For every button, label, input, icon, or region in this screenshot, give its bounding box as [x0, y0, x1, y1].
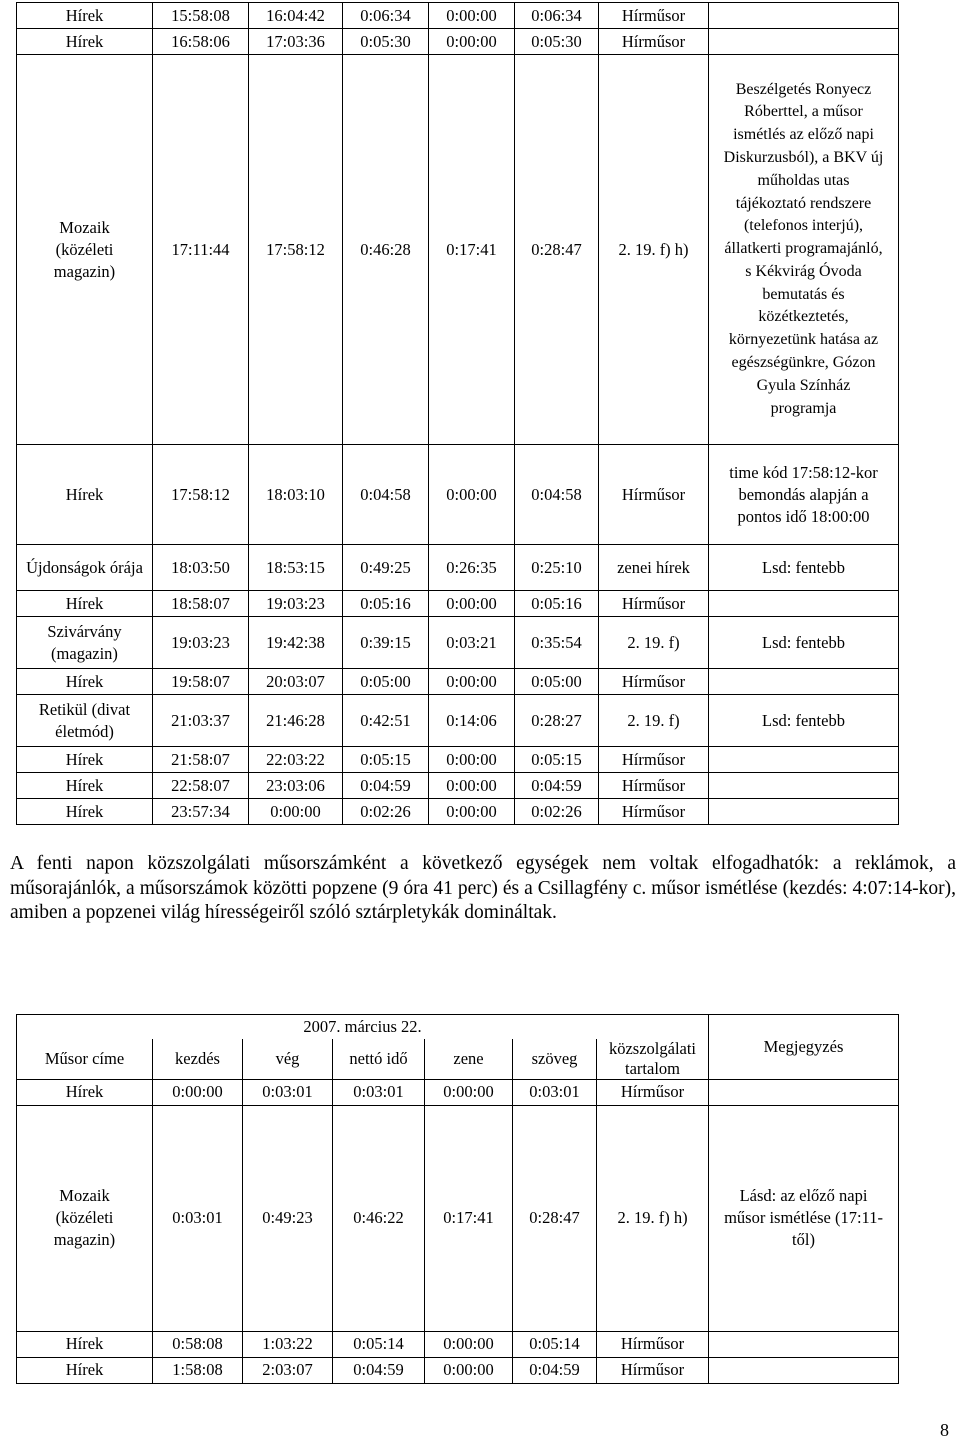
end-time: 17:58:12 [249, 55, 343, 445]
public-content: Hírműsor [599, 799, 709, 825]
music-time: 0:00:00 [429, 445, 515, 545]
public-content: Hírműsor [599, 747, 709, 773]
text-time: 0:02:26 [515, 799, 599, 825]
program-title: Hírek [17, 1357, 153, 1383]
music-time: 0:17:41 [425, 1105, 513, 1331]
mozaik-note: Beszélgetés Ronyecz Róberttel, a műsor ismétlés az előző napi Diskurzusból), a BKV új műholdas utas tájékoztató rendszere (telefonos interjú), állatkerti programajánló, s Kékvirág Óvoda bemutatás és közétkeztetés, környezetünk hatása az egészségünkre, Gózon Gyula Színház programja [709, 55, 899, 445]
music-time: 0:00:00 [429, 29, 515, 55]
net-time: 0:04:59 [343, 773, 429, 799]
note-cell [709, 799, 899, 825]
start-time: 0:58:08 [153, 1331, 243, 1357]
text-time: 0:04:58 [515, 445, 599, 545]
music-time: 0:00:00 [425, 1331, 513, 1357]
start-time: 16:58:06 [153, 29, 249, 55]
end-time: 16:04:42 [249, 3, 343, 29]
start-time: 0:00:00 [153, 1079, 243, 1105]
note-cell [709, 747, 899, 773]
start-time: 15:58:08 [153, 3, 249, 29]
start-time: 18:03:50 [153, 545, 249, 591]
table-row [17, 545, 899, 591]
end-time: 1:03:22 [243, 1331, 333, 1357]
music-time: 0:26:35 [429, 545, 515, 591]
note-cell [709, 1357, 899, 1383]
net-time: 0:06:34 [343, 3, 429, 29]
music-time: 0:00:00 [429, 669, 515, 695]
header-net: nettó idő [333, 1039, 425, 1080]
table-row [17, 799, 899, 825]
start-time: 21:58:07 [153, 747, 249, 773]
net-time: 0:05:00 [343, 669, 429, 695]
end-time: 19:42:38 [249, 617, 343, 669]
table-row [17, 1357, 899, 1383]
public-content: Hírműsor [599, 669, 709, 695]
public-content: Hírműsor [597, 1357, 709, 1383]
program-title: Hírek [17, 1079, 153, 1105]
broadcast-table-2 [16, 1014, 899, 1384]
hirek-note: time kód 17:58:12-kor bemondás alapján a pontos idő 18:00:00 [709, 445, 899, 545]
program-title: Szivárvány (magazin) [17, 617, 153, 669]
broadcast-table-1 [16, 2, 899, 825]
text-time: 0:06:34 [515, 3, 599, 29]
music-time: 0:03:21 [429, 617, 515, 669]
public-content: zenei hírek [599, 545, 709, 591]
header-music: zene [425, 1039, 513, 1080]
table-row [17, 617, 899, 669]
net-time: 0:02:26 [343, 799, 429, 825]
date-row [17, 1015, 899, 1039]
header-text: szöveg [513, 1039, 597, 1080]
program-title: Retikül (divat életmód) [17, 695, 153, 747]
text-time: 0:35:54 [515, 617, 599, 669]
header-title: Műsor címe [17, 1039, 153, 1080]
music-time: 0:00:00 [425, 1357, 513, 1383]
net-time: 0:05:15 [343, 747, 429, 773]
table-row [17, 1331, 899, 1357]
start-time: 1:58:08 [153, 1357, 243, 1383]
net-time: 0:46:28 [343, 55, 429, 445]
text-time: 0:28:47 [515, 55, 599, 445]
program-title: Hírek [17, 747, 153, 773]
note-cell [709, 669, 899, 695]
text-time: 0:04:59 [515, 773, 599, 799]
public-content: 2. 19. f) h) [599, 55, 709, 445]
public-content: Hírműsor [599, 445, 709, 545]
program-title: Újdonságok órája [17, 545, 153, 591]
start-time: 23:57:34 [153, 799, 249, 825]
start-time: 21:03:37 [153, 695, 249, 747]
net-time: 0:05:14 [333, 1331, 425, 1357]
start-time: 19:58:07 [153, 669, 249, 695]
program-title: Hírek [17, 445, 153, 545]
net-time: 0:42:51 [343, 695, 429, 747]
program-title: Hírek [17, 3, 153, 29]
start-time: 22:58:07 [153, 773, 249, 799]
end-time: 20:03:07 [249, 669, 343, 695]
text-time: 0:25:10 [515, 545, 599, 591]
header-end: vég [243, 1039, 333, 1080]
music-time: 0:00:00 [429, 3, 515, 29]
text-time: 0:05:15 [515, 747, 599, 773]
program-title: Mozaik (közéleti magazin) [17, 55, 153, 445]
end-time: 0:00:00 [249, 799, 343, 825]
end-time: 19:03:23 [249, 591, 343, 617]
net-time: 0:04:58 [343, 445, 429, 545]
header-note: Megjegyzés [709, 1015, 899, 1080]
start-time: 17:58:12 [153, 445, 249, 545]
note-cell [709, 591, 899, 617]
note-cell [709, 1331, 899, 1357]
program-title: Hírek [17, 799, 153, 825]
text-time: 0:28:27 [515, 695, 599, 747]
end-time: 0:49:23 [243, 1105, 333, 1331]
table-row [17, 591, 899, 617]
public-content: 2. 19. f) [599, 617, 709, 669]
page-number: 8 [940, 1420, 949, 1440]
table-row [17, 55, 899, 445]
text-time: 0:05:14 [513, 1331, 597, 1357]
table-row [17, 3, 899, 29]
public-content: Hírműsor [599, 29, 709, 55]
program-title: Hírek [17, 773, 153, 799]
program-title: Hírek [17, 591, 153, 617]
end-time: 22:03:22 [249, 747, 343, 773]
music-time: 0:00:00 [429, 591, 515, 617]
start-time: 17:11:44 [153, 55, 249, 445]
table-row [17, 747, 899, 773]
public-content: Hírműsor [597, 1331, 709, 1357]
public-content: Hírműsor [599, 591, 709, 617]
program-title: Hírek [17, 669, 153, 695]
table-row [17, 445, 899, 545]
header-start: kezdés [153, 1039, 243, 1080]
music-time: 0:00:00 [429, 799, 515, 825]
table-row [17, 1105, 899, 1331]
music-time: 0:00:00 [429, 773, 515, 799]
note-cell: Lásd: az előző napi műsor ismétlése (17:11-től) [709, 1105, 899, 1331]
end-time: 18:03:10 [249, 445, 343, 545]
program-title: Mozaik (közéleti magazin) [17, 1105, 153, 1331]
table-row [17, 669, 899, 695]
end-time: 18:53:15 [249, 545, 343, 591]
table-row [17, 29, 899, 55]
text-time: 0:05:16 [515, 591, 599, 617]
end-time: 17:03:36 [249, 29, 343, 55]
text-time: 0:05:00 [515, 669, 599, 695]
text-time: 0:04:59 [513, 1357, 597, 1383]
start-time: 0:03:01 [153, 1105, 243, 1331]
end-time: 2:03:07 [243, 1357, 333, 1383]
music-time: 0:00:00 [429, 747, 515, 773]
net-time: 0:04:59 [333, 1357, 425, 1383]
program-title: Hírek [17, 1331, 153, 1357]
text-time: 0:28:47 [513, 1105, 597, 1331]
summary-paragraph: A fenti napon közszolgálati műsorszámként a következő egységek nem voltak elfogadhatók: a reklámok, a műsorajánlók, a műsorszámok közötti popzene (9 óra 41 perc) és a Csillagfény c. műsor ismétlése (kezdés: 4:07:14-kor), amiben a popzenei világ hírességeiről szóló sztárpletykák domináltak. [10, 853, 956, 923]
public-content: 2. 19. f) [599, 695, 709, 747]
note-cell [709, 773, 899, 799]
net-time: 0:05:16 [343, 591, 429, 617]
public-content: Hírműsor [599, 773, 709, 799]
note-cell: Lsd: fentebb [709, 695, 899, 747]
public-content: Hírműsor [597, 1079, 709, 1105]
header-public: közszolgálati tartalom [597, 1039, 709, 1080]
text-time: 0:05:30 [515, 29, 599, 55]
table-row [17, 695, 899, 747]
note-cell: Lsd: fentebb [709, 545, 899, 591]
public-content: Hírműsor [599, 3, 709, 29]
text-time: 0:03:01 [513, 1079, 597, 1105]
net-time: 0:05:30 [343, 29, 429, 55]
start-time: 19:03:23 [153, 617, 249, 669]
net-time: 0:03:01 [333, 1079, 425, 1105]
note-cell [709, 3, 899, 29]
music-time: 0:00:00 [425, 1079, 513, 1105]
end-time: 23:03:06 [249, 773, 343, 799]
net-time: 0:39:15 [343, 617, 429, 669]
end-time: 21:46:28 [249, 695, 343, 747]
net-time: 0:46:22 [333, 1105, 425, 1331]
note-cell [709, 1079, 899, 1105]
table-row [17, 1079, 899, 1105]
music-time: 0:17:41 [429, 55, 515, 445]
public-content: 2. 19. f) h) [597, 1105, 709, 1331]
table-date: 2007. március 22. [17, 1015, 709, 1039]
note-cell: Lsd: fentebb [709, 617, 899, 669]
net-time: 0:49:25 [343, 545, 429, 591]
table-row [17, 773, 899, 799]
music-time: 0:14:06 [429, 695, 515, 747]
start-time: 18:58:07 [153, 591, 249, 617]
note-cell [709, 29, 899, 55]
end-time: 0:03:01 [243, 1079, 333, 1105]
program-title: Hírek [17, 29, 153, 55]
